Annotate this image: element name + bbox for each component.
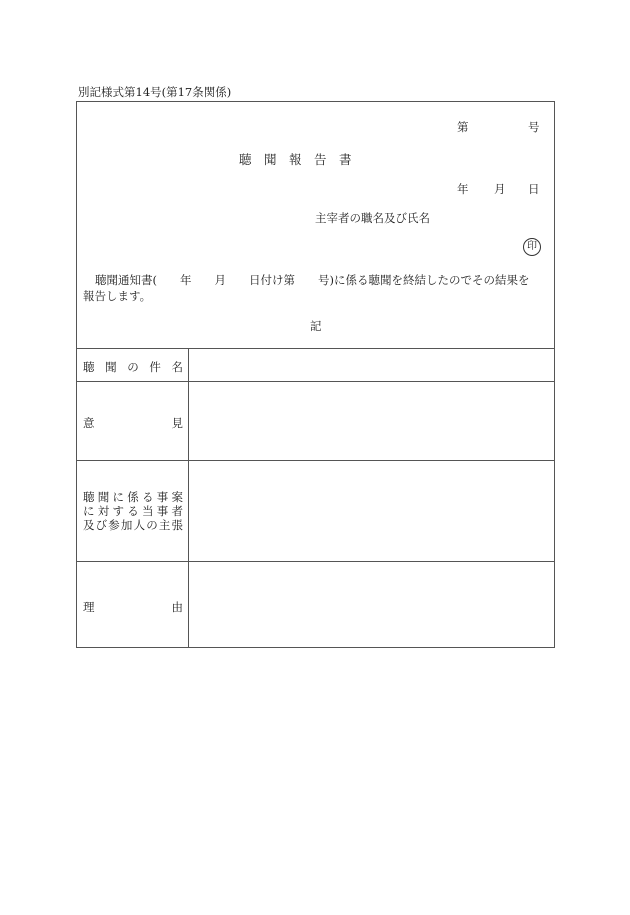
report-statement xyxy=(83,272,551,304)
date-year: 年 xyxy=(457,182,469,196)
row-reason xyxy=(77,561,554,648)
row-claims xyxy=(77,460,554,562)
statement-line-1: 聴聞通知書( 年 月 日付け第 号)に係る聴聞を終結したのでその結果を xyxy=(95,273,530,287)
row-opinion xyxy=(77,381,554,461)
claims-label-line-1: 聴 聞 に 係 る 事 案 xyxy=(83,490,183,504)
claims-label-line-2: に 対 す る 当 事 者 xyxy=(83,504,183,518)
statement-line-2: 報告します。 xyxy=(83,289,152,303)
date-day: 日 xyxy=(528,182,540,196)
number-suffix: 号 xyxy=(528,120,540,134)
form-number-label: 別記様式第14号(第17条関係) xyxy=(78,85,232,99)
opinion-label: 意 見 xyxy=(83,416,183,430)
report-form xyxy=(76,101,555,648)
host-name-label: 主宰者の職名及び氏名 xyxy=(315,211,430,225)
ki-label: 記 xyxy=(310,319,322,333)
claims-label xyxy=(83,490,183,532)
claims-label-line-3: 及 び 参 加 人 の 主 張 xyxy=(83,518,183,532)
number-prefix: 第 xyxy=(457,120,469,134)
report-header-section xyxy=(77,102,554,348)
date-month: 月 xyxy=(494,182,506,196)
report-title: 聴 聞 報 告 書 xyxy=(239,152,352,167)
reason-label: 理 由 xyxy=(83,600,183,614)
row-case-name xyxy=(77,348,554,382)
seal-mark: 印 xyxy=(523,238,541,256)
case-name-label: 聴 聞 の 件 名 xyxy=(83,360,183,374)
